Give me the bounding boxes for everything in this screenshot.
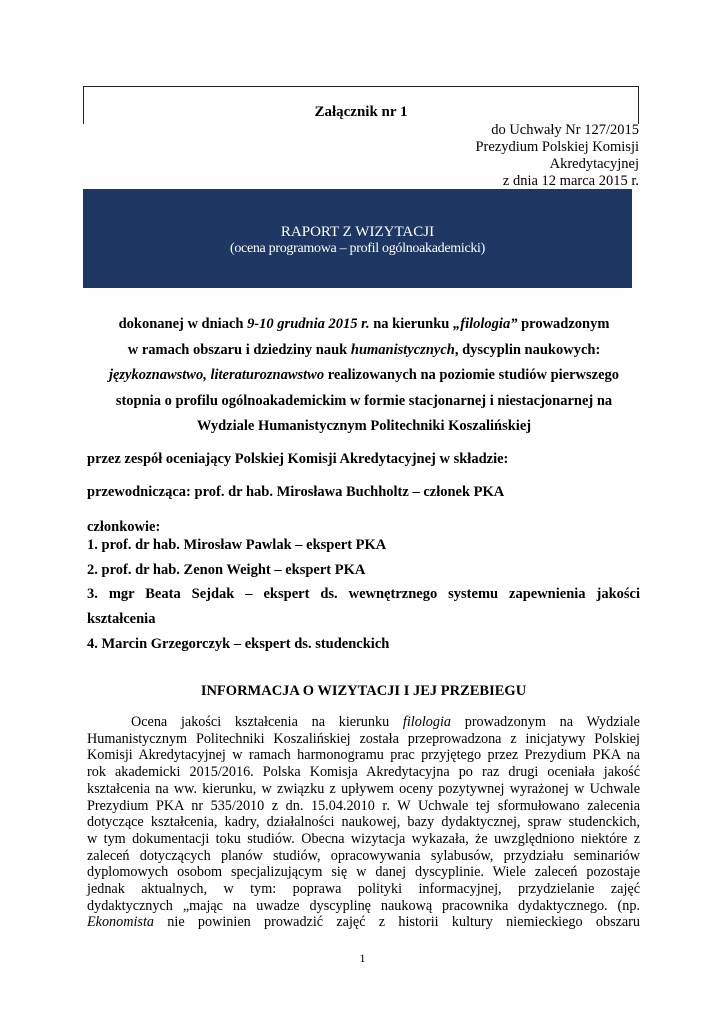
field-of-study: „filologia” [453,316,518,332]
team-member: 1. prof. dr hab. Mirosław Pawlak – ekspert PKA [87,537,387,553]
annex-reference [475,122,639,190]
report-subtitle: (ocena programowa – profil ogólnoakademicki) [229,241,486,256]
team-member: 2. prof. dr hab. Zenon Weight – ekspert PKA [87,562,366,578]
field-name: filologia [402,714,451,730]
team-header: przez zespół oceniający Polskiej Komisji Akredytacyjnej w składzie: [87,451,509,467]
annex-ref-line: do Uchwały Nr 127/2015 [491,122,639,138]
intro-text: realizowanych na poziomie studiów pierwszego [324,367,620,383]
annex-ref-line: z dnia 12 marca 2015 r. [502,173,639,189]
visit-dates: 9-10 grudnia 2015 r. [247,316,370,332]
intro-line-2 [84,338,644,364]
paragraph-text: nie powinien prowadzić zajęć z historii kultury niemieckiego obszaru [154,914,640,931]
intro-text: prowadzonym [517,316,610,332]
team-chair: przewodnicząca: prof. dr hab. Mirosława Buchholtz – członek PKA [87,484,505,500]
intro-line-4: stopnia o profilu ogólnoakademickim w formie stacjonarnej i niestacjonarnej na [115,392,613,409]
body-paragraph [87,714,640,931]
paragraph-line: jednak aktualnych, w tym: poprawa polityki informacyjnej, przydzielanie zajęć [87,881,640,898]
paragraph-line: Komisji Akredytacyjnej w ramach harmonogramu prac przyjętego przez Prezydium PKA na [87,747,640,764]
annex-title: Załącznik nr 1 [314,104,408,120]
paragraph-line: dotyczące kształcenia, kadry, działalności naukowej, bazy dydaktycznej, spraw studenckich, [87,814,640,831]
paragraph-line: w tym dokumentacji toku studiów. Obecna wizytacja wykazała, że uwzględniono niektóre z [87,830,640,847]
paragraph-line: zaleceń dotyczących planów studiów, opracowywania sylabusów, przydziału seminariów [87,847,640,864]
team-member: 3. mgr Beata Sejdak – ekspert ds. wewnętrznego systemu zapewnienia jakości [87,586,640,602]
paragraph-line: Humanistycznym Politechniki Koszalińskiej została przeprowadzona z inicjatywy Polskiej [87,730,640,747]
section-heading: INFORMACJA O WIZYTACJI I JEJ PRZEBIEGU [200,683,527,699]
annex-ref-line: Prezydium Polskiej Komisji [475,139,639,155]
intro-text: , dyscyplin naukowych: [454,341,601,358]
disciplines: językoznawstwo, literaturoznawstwo [108,367,325,383]
emphasis-term: Ekonomista [87,914,154,931]
intro-text: w ramach obszaru i dziedziny nauk [127,341,351,358]
intro-line-3 [84,363,644,389]
report-title: RAPORT Z WIZYTACJI [280,224,435,240]
paragraph-line: kształcenia na ww. kierunku, w związku z upływem oceny pozytywnej wyrażonej w Uchwale [87,780,640,797]
paragraph-text: prowadzonym na Wydziale [451,714,640,730]
paragraph-line: rok akademicki 2015/2016. Polska Komisja Akredytacyjna po raz drugi oceniała jakość [87,764,640,781]
paragraph-line: Prezydium PKA nr 535/2010 z dn. 15.04.2010 r. W Uchwale tej sformułowano zalecenia [87,797,640,814]
intro-text: na kierunku [369,316,453,332]
members-label: członkowie: [87,519,161,535]
intro-line-5: Wydziale Humanistycznym Politechniki Koszalińskiej [196,418,532,434]
team-member: 4. Marcin Grzegorczyk – ekspert ds. studenckich [87,636,390,652]
paragraph-line: dyplomowych osobom specjalizującym się w danej dyscyplinie. Wiele zaleceń pozostaje [87,864,640,881]
paragraph-text: Ocena jakości kształcenia na kierunku [131,714,403,730]
science-area: humanistycznych [350,341,455,358]
visit-description [84,312,644,440]
report-title-banner [83,189,632,288]
intro-text: dokonanej w dniach [118,316,248,332]
paragraph-line [87,714,640,731]
paragraph-line: dydaktycznych „mając na uwadze dyscyplinę naukową pracownika dydaktycznego. (np. [87,897,640,914]
annex-ref-line: Akredytacyjnej [549,156,639,172]
team-member-continuation: kształcenia [87,611,156,627]
intro-line-1 [84,312,644,338]
page-number: 1 [359,951,366,965]
paragraph-line [87,914,640,931]
